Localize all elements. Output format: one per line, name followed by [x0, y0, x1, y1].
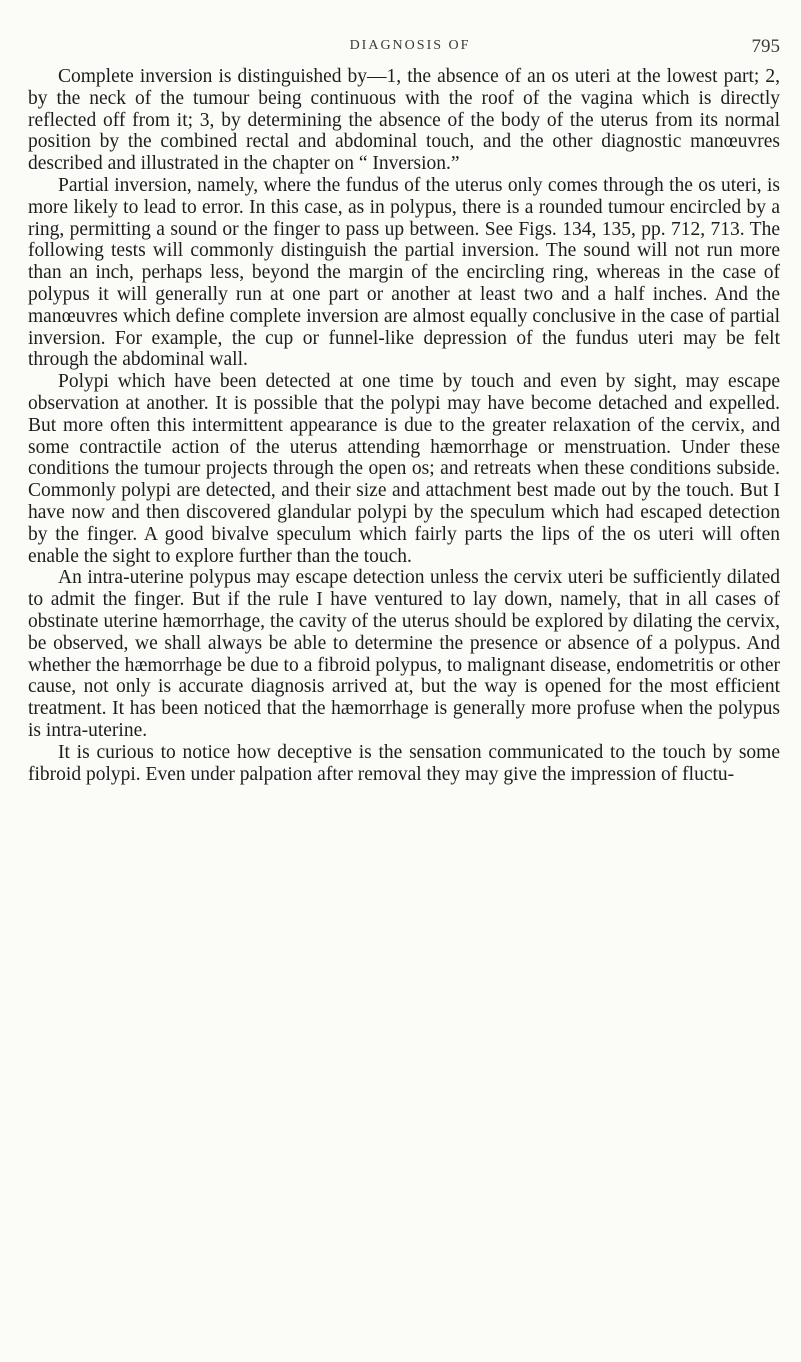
page-number: 795	[751, 36, 780, 57]
running-title: DIAGNOSIS OF	[349, 38, 471, 53]
running-head	[40, 38, 780, 68]
paragraph-fibroid-sensation: It is curious to notice how deceptive is the sensation communicated to the touch by some fibroid polypi. Even under palpation after removal they may give the impression of fluctu-	[28, 741, 780, 785]
paragraph-partial-inversion: Partial inversion, namely, where the fundus of the uterus only comes through the os uteri, is more likely to lead to error. In this case, as in polypus, there is a rounded tumour encircled by a ring, permitting a sound or the finger to pass up between. See Figs. 134, 135, pp. 712, 713. The following tests will commonly distinguish the partial inversion. The sound will not run more than an inch, perhaps less, beyond the margin of the encircling ring, whereas in the case of polypus it will generally run at one part or another at least two and a half inches. And the manœuvres which define complete inversion are almost equally conclusive in the case of partial inversion. For example, the cup or funnel-like depression of the fundus uteri may be felt through the abdominal wall.	[28, 174, 780, 371]
body-text	[28, 66, 780, 785]
paragraph-polypi-detection: Polypi which have been detected at one time by touch and even by sight, may escape observation at another. It is possible that the polypi may have become detached and expelled. But more often this intermittent appearance is due to the greater relaxation of the cervix, and some contractile action of the uterus attending hæmorrhage or menstruation. Under these conditions the tumour projects through the open os; and retreats when these conditions subside. Commonly polypi are detected, and their size and attachment best made out by the touch. But I have now and then discovered glandular polypi by the speculum which had escaped detection by the finger. A good bivalve speculum which fairly parts the lips of the os uteri will often enable the sight to explore further than the touch.	[28, 371, 780, 567]
paragraph-intra-uterine-polypus: An intra-uterine polypus may escape detection unless the cervix uteri be sufficiently dilated to admit the finger. But if the rule I have ventured to lay down, namely, that in all cases of obstinate uterine hæmorrhage, the cavity of the uterus should be explored by dilating the cervix, be observed, we shall always be able to determine the presence or absence of a polypus. And whether the hæmorrhage be due to a fibroid polypus, to malignant disease, endometritis or other cause, not only is accurate diagnosis arrived at, but the way is opened for the most efficient treatment. It has been noticed that the hæmorrhage is generally more profuse when the polypus is intra-uterine.	[28, 567, 780, 741]
paragraph-complete-inversion: Complete inversion is distinguished by—1, the absence of an os uteri at the lowest part; 2, by the neck of the tumour being continuous with the roof of the vagina which is directly reflected off from it; 3, by determining the absence of the body of the uterus from its normal position by the combined rectal and abdominal touch, and the other diagnostic manœuvres described and illustrated in the chapter on “ Inversion.”	[28, 66, 780, 175]
